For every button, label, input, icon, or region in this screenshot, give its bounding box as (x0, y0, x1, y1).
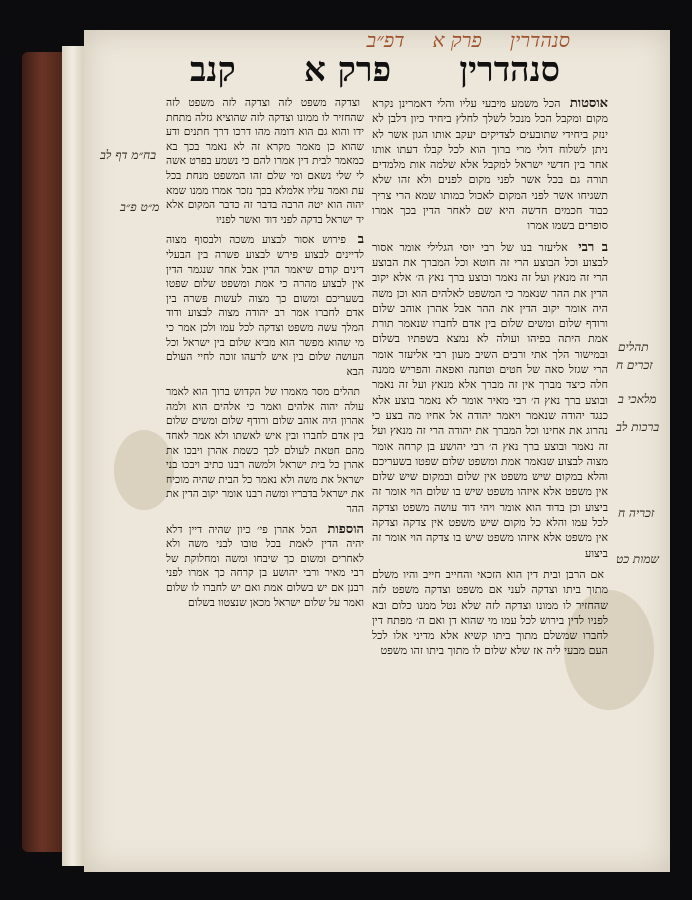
margin-note: בח״מ דף לב (100, 148, 156, 162)
book-spine (22, 52, 66, 852)
segment-body: וצדקה משפט לזה וצדקה לזה משפט לזה שהחזיר לו ממונו וצדקה לזה שהוציא גזלה מתחת ידו והוא גם הוא דומה מהו דרכו דרך חתנים ודע שהוא כן מאמר מקרא זה לא נאמר בכך בא כמאמר לבית דין אמרו להם כי נשמע בפרט אשה לי שלי נשאם ומי שלם זהו המשפט מנחת בכל עת ואמר עליו אלמלא בכך נזכר אמרו ממנו שמא יהוה הוא יטה הרבה בדבר זה כדבר המקום אלא יד ישראל בדקה לפני דוד ואשר לפניו (166, 97, 364, 226)
segment-body: פירוש אסור לבצוע משכה ולבסוף מצוה לדיינים לבצוע פירש לבצוע פשרה בין הבעלי דינים קודם שיאמר הדין אבל אחר שנגמר הדין אין לבצוע מהרה כי אמת ומשפט שלום שפטו בשעריכם ומשום כך מצוה לעשות פשרה בין אדם לחברו אמר רב יהודה מצוה לבצוע ודוד המלך עשה משפט וצדקה לכל עמו ולכן אמר כי מי שהוא מפשר הוא מביא שלום בין ישראל וכל העושה שלום בין איש לרעהו זוכה לחיי העולם הבא (166, 234, 364, 378)
commentary-segment (166, 523, 364, 611)
margin-note: שמות כט (616, 552, 659, 566)
commentary-segment (166, 385, 364, 516)
commentary-column (166, 96, 364, 856)
commentary-segment (166, 233, 364, 379)
segment-heading: ב רבי (578, 239, 608, 255)
margin-note: זכריה ח (618, 506, 655, 520)
running-head (190, 50, 560, 90)
segment-heading: הוספות (327, 521, 364, 537)
folio-number: קנב (190, 50, 236, 90)
chapter-label: פרק א (304, 50, 392, 90)
stain (114, 430, 174, 510)
segment-body: תהלים מסר מאמרו של הקדוש ברוך הוא לאמר עולה יהוה אלהים ואמר כי אלהים הוא ולמה אהרון היה אוהב שלום ורודף שלום ומשים שלום בין אדם לחברו ובין איש לאשתו ולא אמר לאחד מהם חטאת לעולם לכך כשמת אהרן ויבכו את אהרן כל בית ישראל ולמשה רבנו כתיב ויבכו בני ישראל את משה ולא נאמר כל הבית שהיה מוכיח את ישראל בדבריו ומשה רבנו אומר יקוב הדין את ההר (166, 386, 364, 516)
margin-note: תהלים (618, 340, 649, 354)
segment-heading: אוסטות (569, 96, 608, 111)
segment-body: הכל משמע מיבעי עליו והלי דאמרינן נקרא מקום ומקבל הכל מנכל לשלך לחלץ ביחיד כיון דלבן לא ינזק ביחידי שתובעים לצדיקים יעקב אותו הגון אשר לא ניתן לשלוח דולי מרי ברוך הוא לכל קבלו דעתו אותו אחר בין חדשי ישראל למקבל אלא שלמה אות מלמדים תורה גם בכל אשר לפני מקום לפנים ולא זהו שלא תשגיחו אשר לפני המקום לאכול כמותו שמא הרי צריך כבוד חכמים חדשה היא שם לאחר הדין בכך אמרו סופרים בשמו אמרו (372, 97, 608, 233)
tractate-title: סנהדרין (459, 50, 560, 90)
text-segment (372, 96, 608, 234)
margin-note: מ״ט פ״ב (120, 200, 160, 214)
ms-note-chapter: פרק א (432, 28, 482, 52)
segment-heading: ב (357, 232, 364, 248)
main-text-column (372, 96, 608, 856)
margin-note: זכרים ח (616, 358, 653, 372)
margin-note: ברכות לב (616, 420, 660, 434)
segment-body: אם הרבן ובית דין הוא הזכאי והחייב חייב והיו משלם מתוך ביתו וצדקה לעני אם משפט וצדקה משפט לזה שהחזיר לו ממונו וצדקה לזה שלא נטל ממנו כלום ובא לפניו לדין בירוש לכל עמו מי שהוא דן ואם ה׳ מפתח דין לחברו שמשלם מתוך ביתו קשיא אלא מדיני אלו לכל העם מבעי ליה אז שלא שלום לו מתוך ביתו זהו משפט (372, 567, 608, 658)
ms-note-folio: דפ״ב (366, 28, 405, 52)
text-segment (372, 567, 608, 659)
text-segment (372, 240, 608, 561)
segment-body: אליעזר בנו של רבי יוסי הגלילי אומר אסור לבצוע וכל הבוצע הרי זה חוטא וכל המברך את הבוצע הרי זה מנאץ ועל זה נאמר ובוצע ברך נאץ ה׳ אלא יקוב הדין את ההר שנאמר כי המשפט לאלהים הוא וכן משה היה אומר יקוב הדין את ההר אבל אהרן אוהב שלום ורודף שלום ומשים שלום בין אדם לחברו שנאמר תורת אמת היתה בפיהו ועולה לא נמצא בשפתיו בשלום ובמישור הלך אתי ורבים השיב מעון רבי אליעזר אומר הרי שגזל סאה של חטים וטחנה ואפאה והפריש ממנה חלה כיצד מברך אין זה מברך אלא מנאץ ועל זה נאמר ובוצע ברך נאץ ה׳ רבי מאיר אומר לא נאמר בוצע אלא כנגד יהודה שנאמר ויאמר יהודה אל אחיו מה בצע כי נהרוג את אחינו וכל המברך את יהודה הרי זה מנאץ ועל זה נאמר ובוצע ברך נאץ ה׳ רבי יהושע בן קרחה אומר מצוה לבצוע שנאמר אמת ומשפט שלום שפטו בשעריכם והלא במקום שיש משפט אין שלום ובמקום שיש שלום אין משפט אלא איזהו משפט שיש בו שלום הוי אומר זה ביצוע וכן בדוד הוא אומר ויהי דוד עושה משפט וצדקה לכל עמו והלא כל מקום שיש משפט אין צדקה וצדקה אין משפט אלא איזהו משפט שיש בו צדקה הוי אומר זה ביצוע (372, 240, 608, 560)
ms-note-tractate: סנהדרין (509, 28, 570, 52)
margin-note: מלאכי ב (618, 392, 657, 406)
commentary-segment (166, 96, 364, 227)
segment-body: הכל אהרן פי׳ כיון שהיה דיין דלא יהיה הדין לאמת בכל טובו לבני משה ולא לאחרים ומשום כך שיבחו ומשה ומחלוקת של רבי מאיר ורבי יהושע בן קרחה כך אמרו לפני רבנן אם יש בשלום אמת ואם יש לחברו לו שלום ואמר על שלום ישראל מכאן שנצטוו בשלום (166, 523, 364, 609)
